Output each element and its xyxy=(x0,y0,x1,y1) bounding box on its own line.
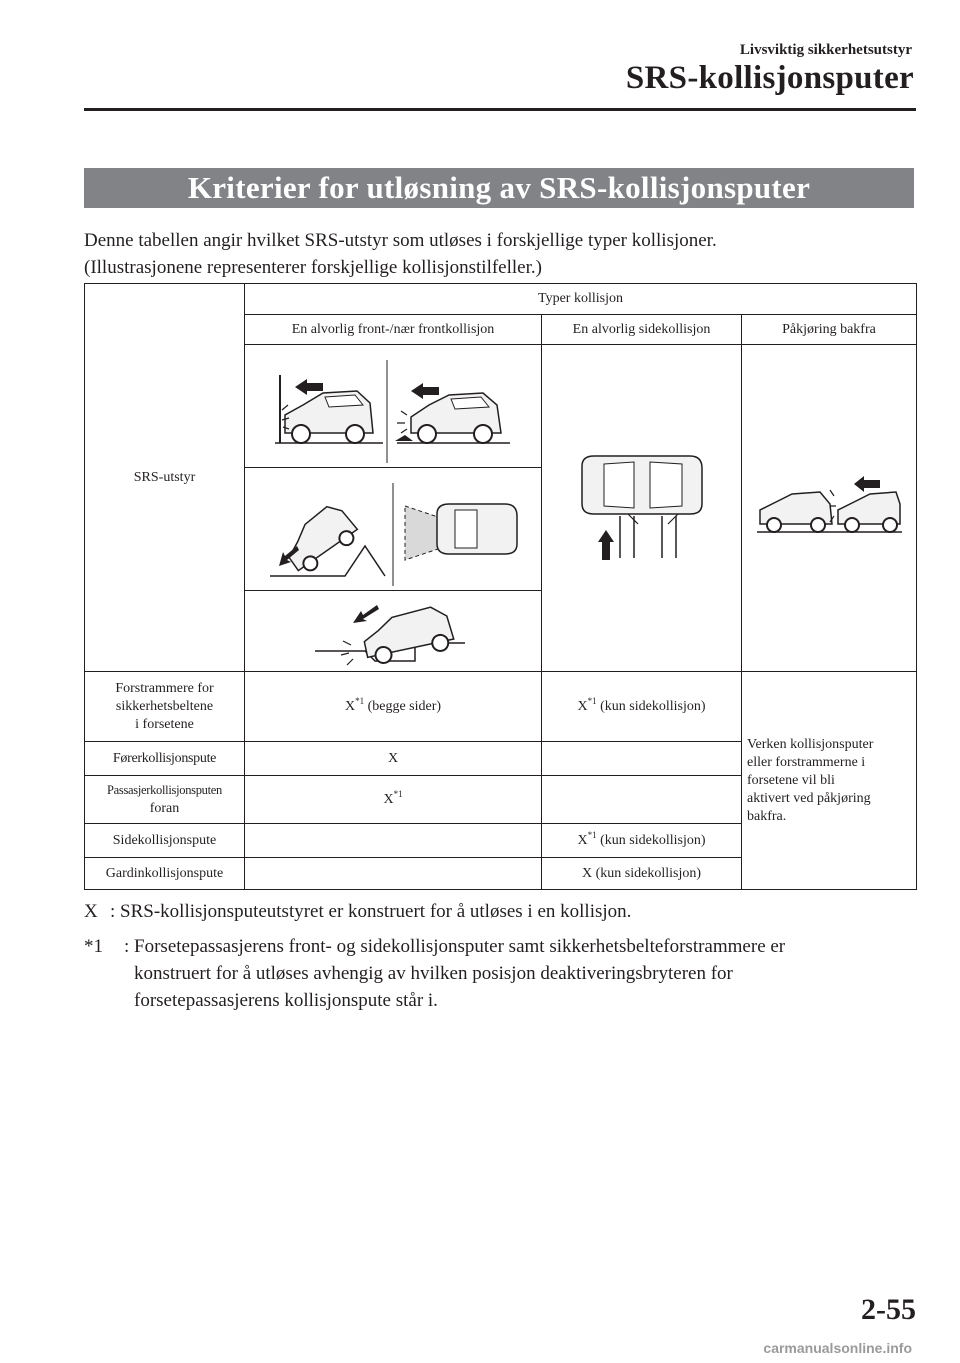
col-side-header: En alvorlig sidekollisjon xyxy=(542,315,742,345)
rear-collision-illustration xyxy=(742,345,917,672)
srs-equipment-header: SRS-utstyr xyxy=(85,284,245,672)
section-banner: Kriterier for utløsning av SRS-kollisjonsputer xyxy=(84,168,914,208)
passenger-airbag-front-cell: $X^{*1}$ xyxy=(245,776,542,824)
pretensioners-side-cell: $X^{*1}$ (kun sidekollisjon) xyxy=(542,672,742,742)
rear-collision-note: Verken kollisjonsputer eller forstrammerne i forsetene vil bli aktivert ved påkjøring bakfra. xyxy=(742,672,917,890)
col-rear-header: Påkjøring bakfra xyxy=(742,315,917,345)
collision-types-header: Typer kollisjon xyxy=(245,284,917,315)
row-label-driver-airbag: Førerkollisjonspute xyxy=(85,742,245,776)
footnote-x-key: X xyxy=(84,901,98,922)
footnote-x-text: : SRS-kollisjonsputeutstyret er konstruert for å utløses i en kollisjon. xyxy=(110,901,632,922)
oblique-collision-illustration xyxy=(245,468,542,591)
deployment-criteria-table xyxy=(84,283,917,890)
intro-line-2: (Illustrasjonene representerer forskjellige kollisjonstilfeller.) xyxy=(84,257,542,278)
header-divider xyxy=(84,108,916,111)
front-collision-illustration xyxy=(245,345,542,468)
curtain-airbag-side-cell: X (kun sidekollisjon) xyxy=(542,858,742,890)
footnote-x xyxy=(84,898,924,925)
footnote-star1 xyxy=(84,933,924,1014)
side-airbag-side-cell: $X^{*1}$ (kun sidekollisjon) xyxy=(542,824,742,858)
page-number: 2-55 xyxy=(861,1293,916,1326)
pretensioners-front-cell: $X^{*1}$ (begge sider) xyxy=(245,672,542,742)
section-label: Livsviktig sikkerhetsutstyr xyxy=(739,42,912,58)
footnote-star1-text: : Forsetepassasjerens front- og sidekollisjonsputer samt sikkerhetsbelteforstrammere er konstruert for å utløses avhengig av hvilken posisjon deaktiveringsbryteren for forsetepassasjerens kollisjonspute står i. xyxy=(124,936,786,1011)
underride-collision-illustration xyxy=(245,591,542,672)
driver-airbag-front-cell: X xyxy=(245,742,542,776)
watermark: carmanualsonline.info xyxy=(763,1340,912,1356)
curtain-airbag-front-cell xyxy=(245,858,542,890)
col-front-header: En alvorlig front-/nær frontkollisjon xyxy=(245,315,542,345)
footnote-star1-key: *1 xyxy=(84,936,103,957)
row-label-pretensioners: Forstrammere for sikkerhetsbeltene i forsetene xyxy=(85,672,245,742)
intro-line-1: Denne tabellen angir hvilket SRS-utstyr som utløses i forskjellige typer kollisjoner. xyxy=(84,230,717,251)
side-airbag-front-cell xyxy=(245,824,542,858)
side-collision-illustration xyxy=(542,345,742,672)
row-label-passenger-airbag: Passasjerkollisjonsputen foran xyxy=(85,776,245,824)
passenger-airbag-side-cell xyxy=(542,776,742,824)
page-title: SRS-kollisjonsputer xyxy=(625,60,914,96)
row-label-side-airbag: Sidekollisjonspute xyxy=(85,824,245,858)
driver-airbag-side-cell xyxy=(542,742,742,776)
intro-paragraph xyxy=(84,227,914,281)
row-label-curtain-airbag: Gardinkollisjonspute xyxy=(85,858,245,890)
